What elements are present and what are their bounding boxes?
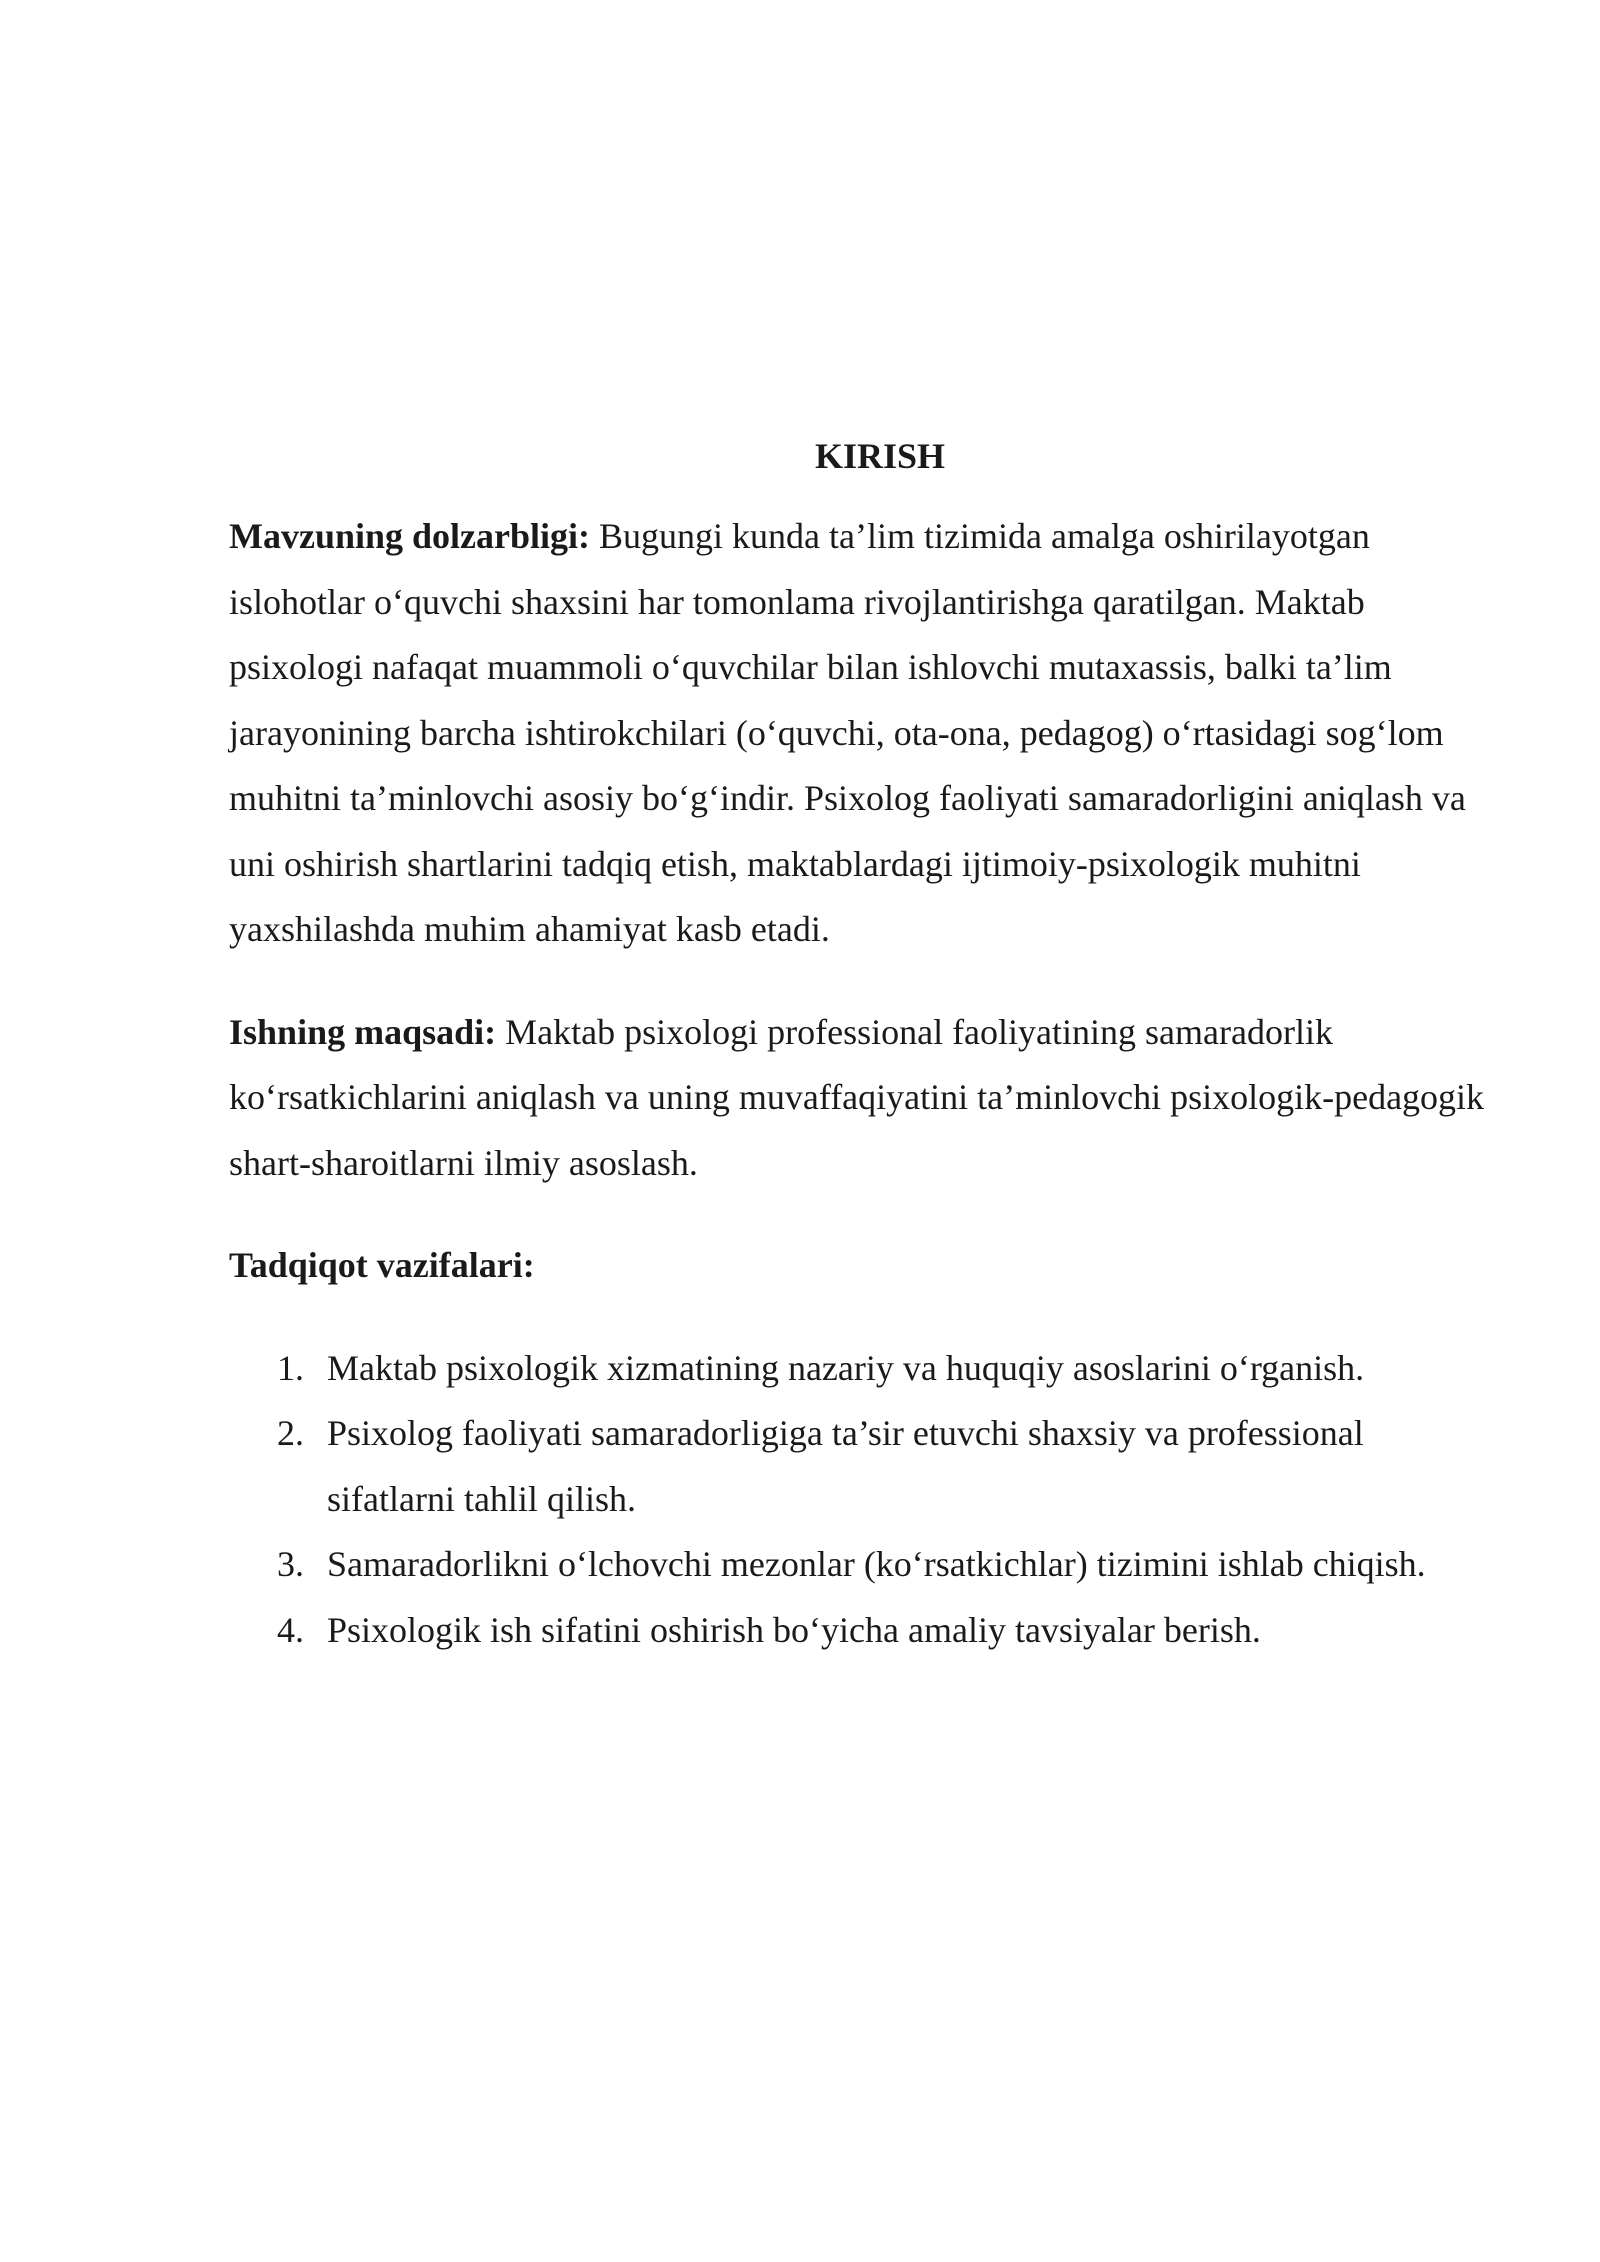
- goal-text: Maktab psixologi professional faoliyatining samaradorlik ko‘rsatkichlarini aniqlash va uning muvaffaqiyatini ta’minlovchi psixologik-pedagogik shart-sharoitlarni ilmiy asoslash.: [229, 1011, 1485, 1183]
- goal-label: Ishning maqsadi:: [229, 1011, 497, 1052]
- list-item-number: 3.: [277, 1544, 304, 1584]
- relevance-paragraph: [229, 504, 1491, 963]
- list-item-text: Psixolog faoliyati samaradorligiga ta’sir etuvchi shaxsiy va professional sifatlarni tahlil qilish.: [327, 1413, 1364, 1519]
- list-item: [229, 1336, 1491, 1402]
- list-item: [229, 1598, 1491, 1664]
- document-body: [229, 428, 1491, 1663]
- list-item: [229, 1401, 1491, 1532]
- tasks-heading: Tadqiqot vazifalari:: [229, 1245, 535, 1285]
- relevance-label: Mavzuning dolzarbligi:: [229, 516, 591, 556]
- list-item-text: Psixologik ish sifatini oshirish bo‘yicha amaliy tavsiyalar berish.: [327, 1609, 1261, 1650]
- page-title: KIRISH: [814, 436, 946, 476]
- relevance-text: Bugungi kunda ta’lim tizimida amalga oshirilayotgan islohotlar o‘quvchi shaxsini har tomonlama rivojlantirishga qaratilgan. Maktab psixologi nafaqat muammoli o‘quvchilar bilan ishlovchi mutaxassis, balki ta’lim jarayonining barcha ishtirokchilari (o‘quvchi, ota-ona, pedagog) o‘rtasidagi sog‘lom muhitni ta’minlovchi asosiy bo‘g‘indir. Psixolog faoliyati samaradorligini aniqlash va uni oshirish shartlarini tadqiq etish, maktablardagi ijtimoiy-psixologik muhitni yaxshilashda muhim ahamiyat kasb etadi.: [229, 516, 1466, 949]
- list-item-number: 4.: [277, 1609, 304, 1650]
- list-item-text: Samaradorlikni o‘lchovchi mezonlar (ko‘rsatkichlar) tizimini ishlab chiqish.: [327, 1544, 1426, 1584]
- list-item-number: 1.: [277, 1347, 304, 1388]
- tasks-list: [229, 1336, 1491, 1664]
- goal-paragraph: [229, 1000, 1491, 1197]
- list-item-text: Maktab psixologik xizmatining nazariy va huquqiy asoslarini o‘rganish.: [327, 1347, 1365, 1388]
- list-item: [229, 1532, 1491, 1598]
- list-item-number: 2.: [277, 1413, 304, 1453]
